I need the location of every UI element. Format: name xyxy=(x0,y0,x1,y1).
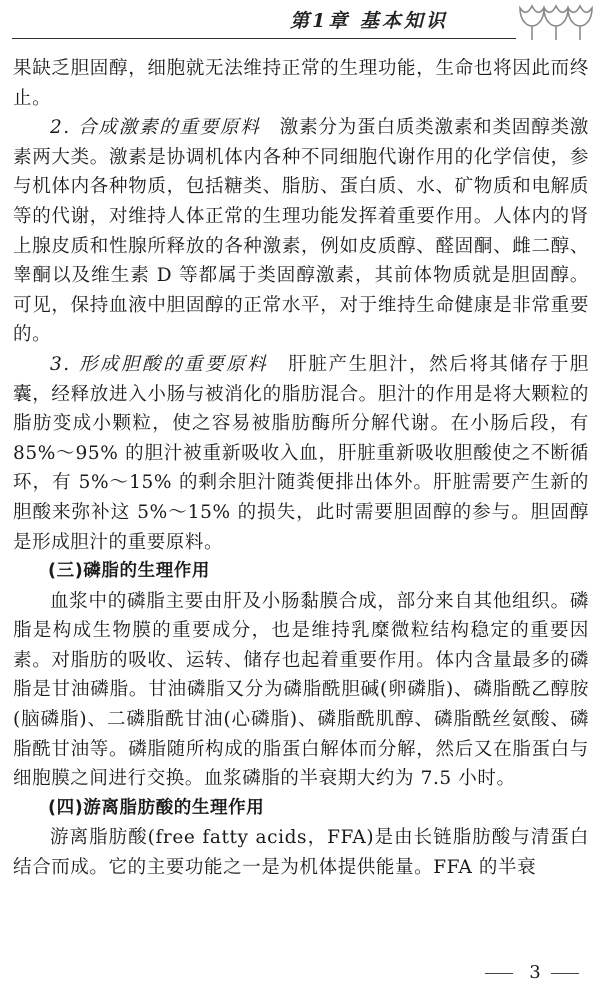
footer-dash-right xyxy=(551,973,579,974)
run-in-heading: 3. 形成胆酸的重要原料 xyxy=(50,353,269,375)
page-number: 3 xyxy=(529,962,541,983)
paragraph-text: 肝脏产生胆汁，然后将其储存于胆囊，经释放进入小肠与被消化的脂肪混合。胆汁的作用是将大颗粒的脂肪变成小颗粒，使之容易被脂肪酶所分解代谢。在小肠后段，有 85%～95% 的胆汁被重新吸收入血，肝脏重新吸收胆酸使之不断循环，有 5%～15% 的剩余胆汁随粪便排出体外。肝脏需要产生新的胆酸来弥补这 5%～15% 的损失，此时需要胆固醇的参与。胆固醇是形成胆汁的重要原料。 xyxy=(13,353,589,553)
paragraph-text: 激素分为蛋白质类激素和类固醇类激素两大类。激素是协调机体内各种不同细胞代谢作用的化学信使，参与机体内各种物质，包括糖类、脂肪、蛋白质、水、矿物质和电解质等的代谢，对维持人体正常的生理功能发挥着重要作用。人体内的肾上腺皮质和性腺所释放的各种激素，例如皮质醇、醛固酮、雌二醇、睾酮以及维生素 D 等都属于类固醇激素，其前体物质就是胆固醇。可见，保持血液中胆固醇的正常水平，对于维持生命健康是非常重要的。 xyxy=(13,117,589,346)
page-body xyxy=(13,54,589,883)
chapter-title: 第1章 基本知识 xyxy=(290,10,448,32)
running-header xyxy=(0,0,600,44)
run-in-heading: 2. 合成激素的重要原料 xyxy=(50,117,261,139)
section-heading-ffa: (四)游离脂肪酸的生理作用 xyxy=(48,797,265,818)
paragraph-hormone-synthesis xyxy=(13,113,589,350)
tulip-ornament-icon xyxy=(516,2,598,42)
page-footer xyxy=(485,960,585,986)
paragraph-bile-acid xyxy=(13,350,589,557)
paragraph-phospholipid: 血浆中的磷脂主要由肝及小肠黏膜合成，部分来自其他组织。磷脂是构成生物膜的重要成分，也是维持乳糜微粒结构稳定的重要因素。对脂肪的吸收、运转、储存也起着重要作用。体内含量最多的磷脂是甘油磷脂。甘油磷脂又分为磷脂酰胆碱(卵磷脂)、磷脂酰乙醇胺(脑磷脂)、二磷脂酰甘油(心磷脂)、磷脂酰肌醇、磷脂酰丝氨酸、磷脂酰甘油等。磷脂随所构成的脂蛋白解体而分解，然后又在脂蛋白与细胞膜之间进行交换。血浆磷脂的半衰期大约为 7.5 小时。 xyxy=(13,590,589,790)
paragraph-continuation: 果缺乏胆固醇，细胞就无法维持正常的生理功能，生命也将因此而终止。 xyxy=(13,58,589,109)
footer-dash-left xyxy=(485,973,513,974)
section-heading-phospholipid: (三)磷脂的生理作用 xyxy=(48,561,210,582)
header-rule xyxy=(12,38,516,39)
paragraph-ffa: 游离脂肪酸(free fatty acids，FFA)是由长链脂肪酸与清蛋白结合而成。它的主要功能之一是为机体提供能量。FFA 的半衰 xyxy=(13,827,589,879)
